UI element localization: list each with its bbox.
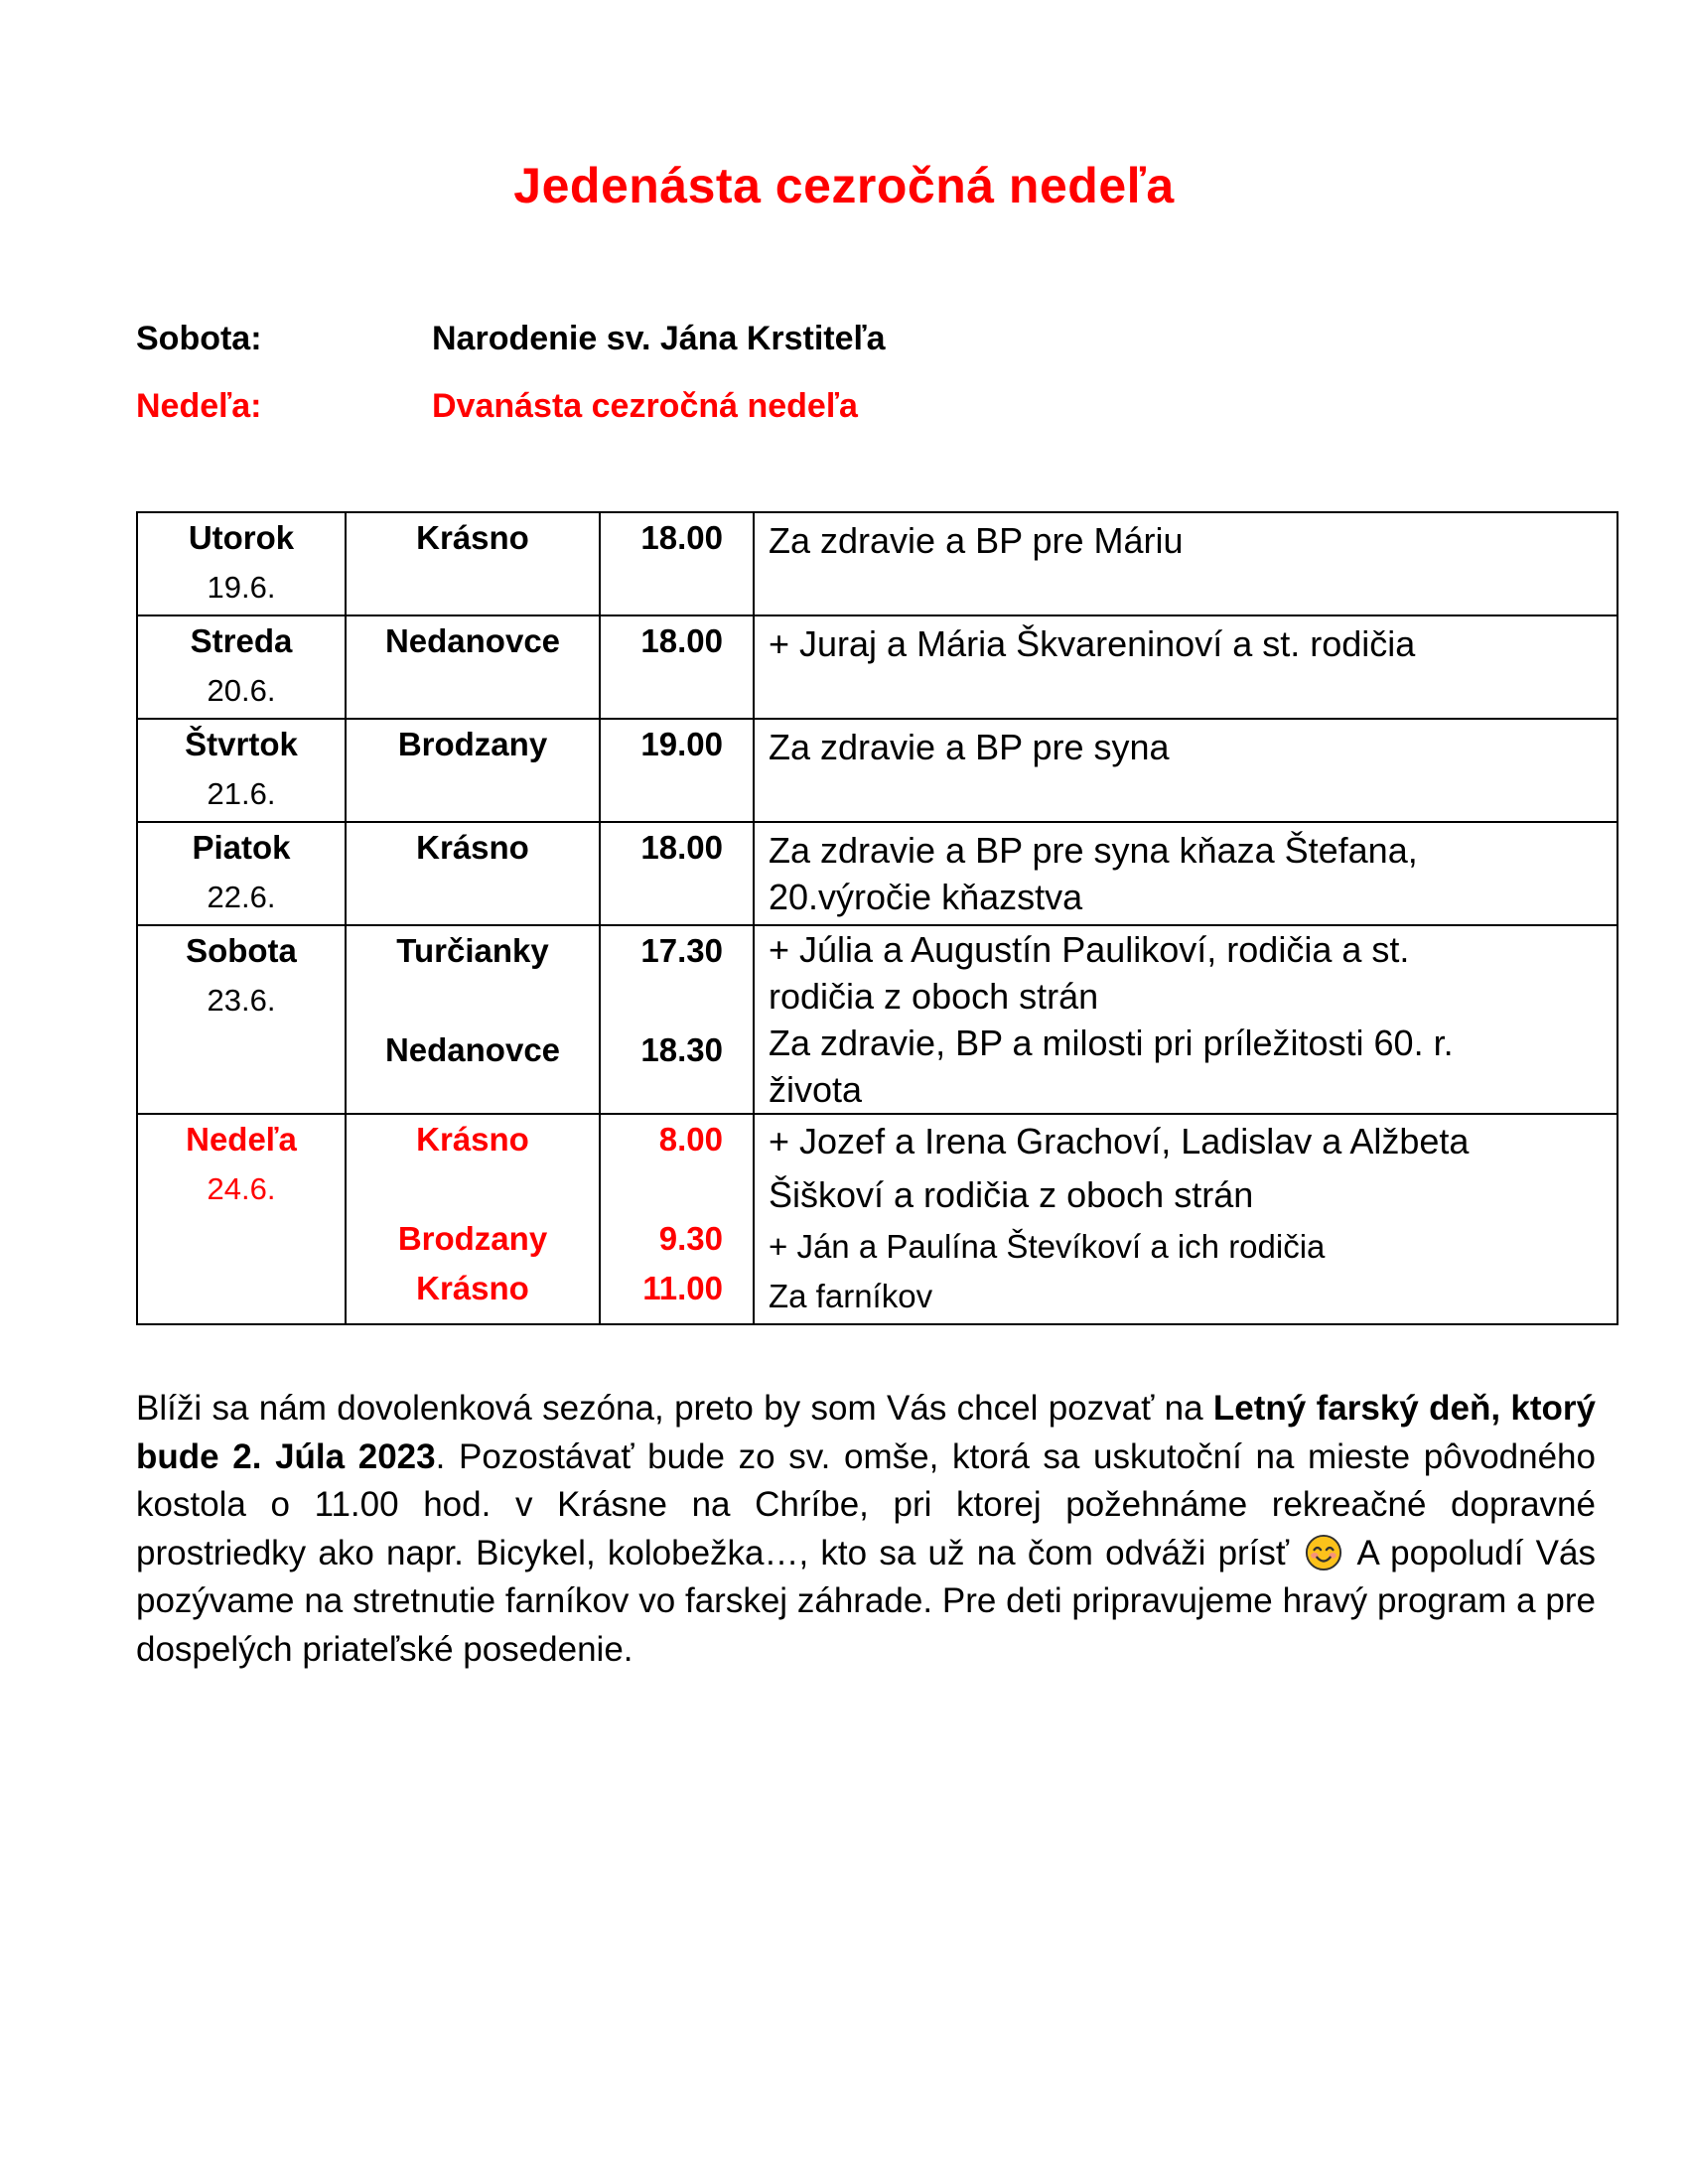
day-name: Utorok <box>188 519 295 556</box>
time: 18.00 <box>640 519 723 556</box>
place: Brodzany <box>397 1220 548 1257</box>
place-cell <box>346 1114 600 1324</box>
table-row <box>137 615 1618 719</box>
intention-line: + Júlia a Augustín Paulikoví, rodičia a st. <box>769 929 1410 970</box>
day-name: Štvrtok <box>185 726 298 762</box>
place: Nedanovce <box>384 622 561 659</box>
mass-schedule-table <box>136 511 1618 1325</box>
time: 11.00 <box>642 1270 723 1306</box>
day-name: Piatok <box>192 829 291 866</box>
intention-line: 20.výročie kňazstva <box>769 877 1083 917</box>
place-cell <box>346 925 600 1114</box>
day-cell <box>137 822 346 925</box>
day-cell <box>137 1114 346 1324</box>
intention-cell <box>754 512 1618 615</box>
place: Krásno <box>416 1270 529 1306</box>
time-cell <box>600 925 754 1114</box>
time: 8.00 <box>658 1121 723 1158</box>
intention-line: Šiškoví a rodičia z oboch strán <box>769 1174 1254 1215</box>
intention-line: Za farníkov <box>769 1278 933 1314</box>
day-cell <box>137 925 346 1114</box>
table-row <box>137 822 1618 925</box>
time: 9.30 <box>658 1220 723 1257</box>
day-date: 22.6. <box>207 880 276 914</box>
time: 18.30 <box>640 1031 723 1068</box>
intention-cell <box>754 1114 1618 1324</box>
time: 18.00 <box>640 622 723 659</box>
day-cell <box>137 512 346 615</box>
intention-line: + Ján a Paulína Števíkoví a ich rodičia <box>769 1228 1326 1265</box>
place: Brodzany <box>397 726 548 762</box>
day-date: 21.6. <box>207 776 276 811</box>
day-name: Nedeľa <box>186 1121 297 1158</box>
intention-line: Za zdravie a BP pre syna kňaza Štefana, <box>769 830 1418 871</box>
place: Krásno <box>416 1121 529 1158</box>
info-label: Nedeľa: <box>136 387 262 425</box>
table-row <box>137 1114 1618 1324</box>
intention-line: Za zdravie a BP pre Máriu <box>769 520 1184 561</box>
intention-line: Za zdravie, BP a milosti pri príležitosti 60. r. <box>769 1023 1454 1063</box>
day-date: 20.6. <box>207 673 276 708</box>
table-row <box>137 512 1618 615</box>
paragraph-text: . Pozostávať bude zo sv. omše, ktorá sa uskutoční na mieste pôvodného kostola o 11.00 hod. v Krásne na Chríbe, pri ktorej požehnáme rekreačné dopravné prostriedky ako napr. Bicykel, kolobežka…, kto sa už na čom odváži prísť <box>136 1436 1596 1572</box>
time-cell <box>600 1114 754 1324</box>
intention-cell <box>754 925 1618 1114</box>
intention-line: rodičia z oboch strán <box>769 976 1099 1017</box>
time: 17.30 <box>640 932 723 969</box>
place-cell <box>346 719 600 822</box>
place-cell <box>346 615 600 719</box>
day-name: Sobota <box>186 932 297 969</box>
time-cell <box>600 719 754 822</box>
info-value: Narodenie sv. Jána Krstiteľa <box>432 320 886 357</box>
time-cell <box>600 512 754 615</box>
day-date: 23.6. <box>207 983 276 1018</box>
intention-cell <box>754 822 1618 925</box>
intention-line: + Juraj a Mária Škvareninoví a st. rodičia <box>769 623 1416 664</box>
place: Turčianky <box>396 932 549 969</box>
info-value: Dvanásta cezročná nedeľa <box>432 387 858 425</box>
paragraph-text: A popoludí Vás pozývame na stretnutie farníkov vo farskej záhrade. Pre deti pripravujeme hravý program a pre dospelých priateľské posedenie. <box>136 1533 1596 1669</box>
paragraph-bold-event: Letný farský deň, ktorý bude 2. Júla 2023 <box>136 1389 1596 1476</box>
paragraph-text: Blíži sa nám dovolenková sezóna, preto by som Vás chcel pozvať na <box>136 1389 1213 1428</box>
time: 18.00 <box>640 829 723 866</box>
intention-line: života <box>769 1069 863 1110</box>
intention-line: + Jozef a Irena Grachoví, Ladislav a Alžbeta <box>769 1121 1470 1161</box>
day-date: 19.6. <box>207 570 276 605</box>
time-cell <box>600 615 754 719</box>
day-name: Streda <box>190 622 293 659</box>
smiling-face-emoji-icon <box>1305 1534 1342 1571</box>
intention-cell <box>754 615 1618 719</box>
place: Krásno <box>416 519 529 556</box>
table-row <box>137 925 1618 1114</box>
time: 19.00 <box>640 726 723 762</box>
announcement-paragraph <box>136 1385 1596 1674</box>
intention-cell <box>754 719 1618 822</box>
day-cell <box>137 719 346 822</box>
table-row <box>137 719 1618 822</box>
day-cell <box>137 615 346 719</box>
info-label: Sobota: <box>136 320 262 357</box>
place-cell <box>346 512 600 615</box>
place: Krásno <box>416 829 529 866</box>
place: Nedanovce <box>384 1031 561 1068</box>
page-title: Jedenásta cezročná nedeľa <box>513 158 1175 213</box>
intention-line: Za zdravie a BP pre syna <box>769 727 1170 767</box>
day-date: 24.6. <box>207 1171 276 1206</box>
place-cell <box>346 822 600 925</box>
time-cell <box>600 822 754 925</box>
